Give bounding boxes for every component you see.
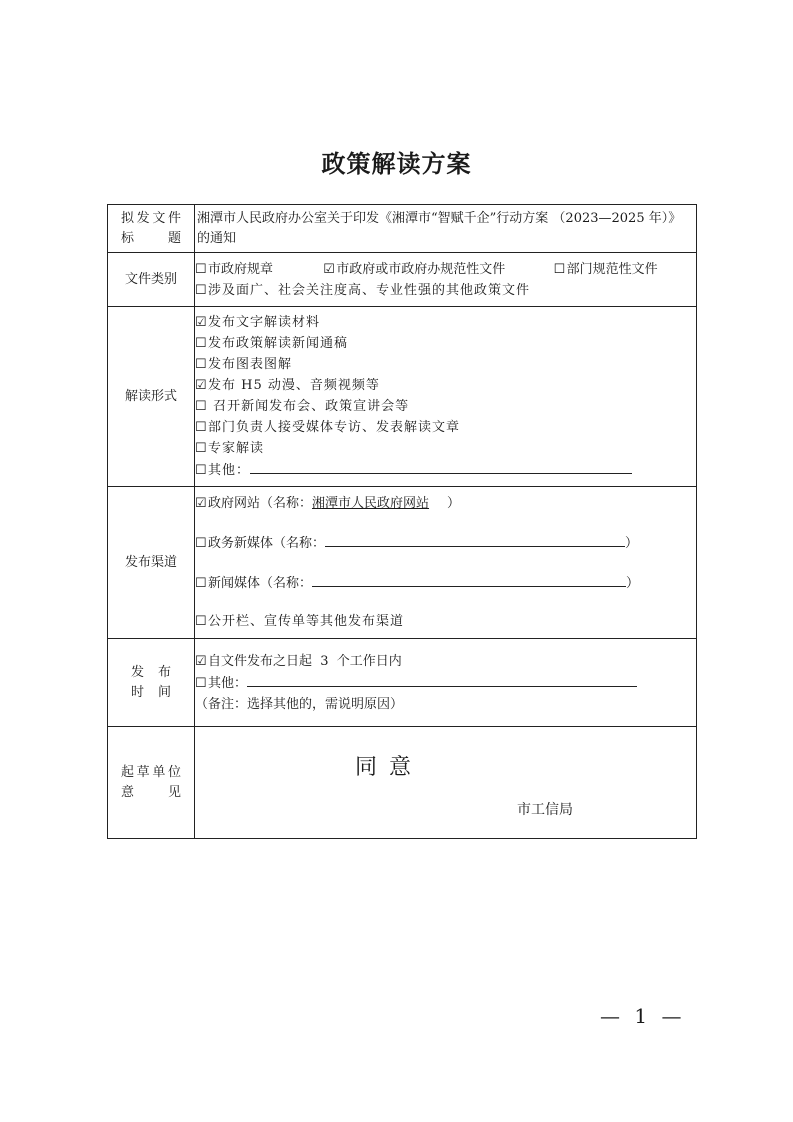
checkbox-expert[interactable]: ☐专家解读 bbox=[195, 441, 265, 456]
row-document-title bbox=[108, 205, 697, 253]
checkbox-other-policy[interactable]: ☐涉及面广、社会关注度高、专业性强的其他政策文件 bbox=[195, 282, 531, 298]
time-other-blank[interactable] bbox=[247, 672, 637, 687]
agree-text: 同意 bbox=[355, 755, 424, 780]
page-title: 政策解读方案 bbox=[321, 149, 472, 178]
checkbox-press-release[interactable]: ☐发布政策解读新闻通稿 bbox=[195, 336, 349, 351]
interpretation-form-table bbox=[107, 204, 697, 839]
checkbox-text-material[interactable]: ☑发布文字解读材料 bbox=[195, 315, 321, 330]
checkbox-media-interview[interactable]: ☐部门负责人接受媒体专访、发表解读文章 bbox=[195, 420, 461, 435]
label-interpretation-form: 解读形式 bbox=[108, 307, 195, 487]
checkbox-new-media[interactable]: ☐政务新媒体（名称： ） bbox=[195, 532, 696, 554]
row-drafting-opinion bbox=[108, 727, 697, 839]
checkbox-within-days[interactable]: ☑自文件发布之日起 3 个工作日内 bbox=[195, 653, 402, 669]
time-note: （备注：选择其他的，需说明原因） bbox=[195, 696, 404, 712]
page-number: — 1 — bbox=[600, 1004, 686, 1028]
row-document-category bbox=[108, 253, 697, 307]
checkbox-gov-website[interactable]: ☑政府网站（名称：湘潭市人民政府网站 ） bbox=[195, 495, 461, 511]
document-title-value: 湘潭市人民政府办公室关于印发《湘潭市“智赋千企”行动方案 （2023—2025 年）》的通知 bbox=[195, 205, 697, 253]
checkbox-municipal-regulation[interactable]: ☐市政府规章 bbox=[195, 261, 274, 277]
checkbox-department-normative[interactable]: ☐部门规范性文件 bbox=[553, 261, 658, 277]
form-other-blank[interactable] bbox=[250, 459, 632, 474]
checkbox-news-media[interactable]: ☐新闻媒体（名称： ） bbox=[195, 572, 696, 594]
row-interpretation-form bbox=[108, 307, 697, 487]
row-publication-time bbox=[108, 639, 697, 727]
row-publication-channel bbox=[108, 487, 697, 639]
label-drafting-opinion: 起草单位 意见 bbox=[108, 727, 195, 839]
checkbox-infographic[interactable]: ☐发布图表图解 bbox=[195, 357, 293, 372]
news-media-blank[interactable] bbox=[312, 572, 626, 587]
checkbox-press-conference[interactable]: ☐ 召开新闻发布会、政策宣讲会等 bbox=[195, 399, 410, 414]
checkbox-bulletin-board[interactable]: ☐公开栏、宣传单等其他发布渠道 bbox=[195, 613, 405, 629]
checkbox-time-other[interactable]: ☐其他： bbox=[195, 672, 696, 694]
checkbox-normative-document[interactable]: ☑市政府或市政府办规范性文件 bbox=[323, 261, 506, 277]
label-document-category: 文件类别 bbox=[108, 253, 195, 307]
gov-website-name: 湘潭市人民政府网站 bbox=[312, 495, 430, 511]
checkbox-h5-video[interactable]: ☑发布 H5 动漫、音频视频等 bbox=[195, 378, 380, 393]
label-publication-channel: 发布渠道 bbox=[108, 487, 195, 639]
label-document-title: 拟发文件 标题 bbox=[108, 205, 195, 253]
drafting-unit-name: 市工信局 bbox=[517, 802, 573, 818]
label-publication-time: 发布 时间 bbox=[108, 639, 195, 727]
new-media-blank[interactable] bbox=[325, 532, 625, 547]
checkbox-form-other[interactable]: ☐其他： bbox=[195, 459, 696, 481]
